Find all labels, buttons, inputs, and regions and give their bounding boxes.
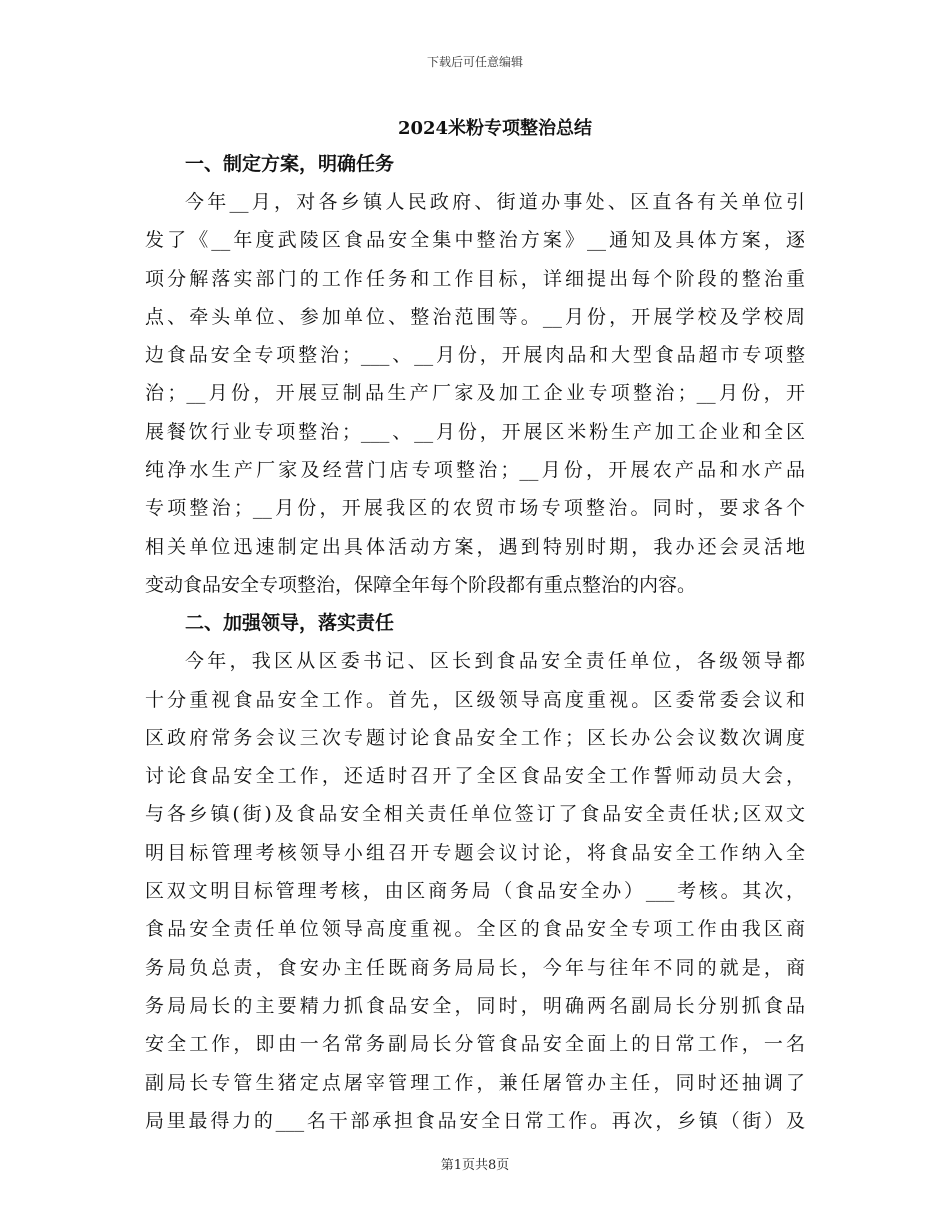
paragraph-line: 相关单位迅速制定出具体活动方案，遇到特别时期，我办还会灵活地 bbox=[145, 535, 805, 558]
paragraph-line: 安全工作，即由一名常务副局长分管食品安全面上的日常工作，一名 bbox=[145, 1033, 805, 1056]
paragraph-line: 副局长专管生猪定点屠宰管理工作，兼任屠管办主任，同时还抽调了 bbox=[145, 1071, 805, 1094]
paragraph-line: 点、牵头单位、参加单位、整治范围等。__月份，开展学校及学校周 bbox=[145, 305, 805, 328]
paragraph-line: 今年，我区从区委书记、区长到食品安全责任单位，各级领导都 bbox=[185, 650, 805, 673]
paragraph-line: 食品安全责任单位领导高度重视。全区的食品安全专项工作由我区商 bbox=[145, 918, 805, 941]
paragraph-line: 边食品安全专项整治；___、__月份，开展肉品和大型食品超市专项整 bbox=[145, 344, 805, 367]
paragraph-line: 区双文明目标管理考核，由区商务局（食品安全办）___考核。其次， bbox=[145, 880, 805, 903]
paragraph-line: 十分重视食品安全工作。首先，区级领导高度重视。区委常委会议和 bbox=[145, 688, 805, 711]
paragraph-line: 治；__月份，开展豆制品生产厂家及加工企业专项整治；__月份，开 bbox=[145, 382, 805, 405]
paragraph-line: 项分解落实部门的工作任务和工作目标，详细提出每个阶段的整治重 bbox=[145, 267, 805, 290]
paragraph-line: 明目标管理考核领导小组召开专题会议讨论，将食品安全工作纳入全 bbox=[145, 841, 805, 864]
paragraph-line: 务局局长的主要精力抓食品安全，同时，明确两名副局长分别抓食品 bbox=[145, 994, 805, 1017]
paragraph-line: 今年__月，对各乡镇人民政府、街道办事处、区直各有关单位引 bbox=[185, 191, 805, 213]
paragraph-line: 与各乡镇(街)及食品安全相关责任单位签订了食品安全责任状;区双文 bbox=[145, 803, 805, 826]
paragraph-line: 发了《__年度武陵区食品安全集中整治方案》__通知及具体方案，逐 bbox=[145, 229, 805, 252]
document-body bbox=[145, 145, 805, 1140]
paragraph-line: 局里最得力的___名干部承担食品安全日常工作。再次，乡镇（街）及 bbox=[145, 1109, 805, 1132]
section-2-paragraph bbox=[145, 642, 805, 1140]
paragraph-line: 变动食品安全专项整治，保障全年每个阶段都有重点整治的内容。 bbox=[145, 573, 697, 596]
paragraph-line: 务局负总责，食安办主任既商务局局长，今年与往年不同的就是，商 bbox=[145, 956, 805, 979]
paragraph-line: 专项整治；__月份，开展我区的农贸市场专项整治。同时，要求各个 bbox=[145, 497, 805, 520]
header-note: 下载后可任意编辑 bbox=[426, 55, 523, 69]
page-number: 第1页共8页 bbox=[440, 1158, 510, 1173]
section-heading-1: 一、制定方案，明确任务 bbox=[185, 153, 395, 175]
document-title: 2024米粉专项整治总结 bbox=[397, 118, 593, 139]
paragraph-line: 展餐饮行业专项整治；___、__月份，开展区米粉生产加工企业和全区 bbox=[145, 420, 805, 443]
section-heading-2: 二、加强领导，落实责任 bbox=[185, 612, 395, 635]
paragraph-line: 讨论食品安全工作，还适时召开了全区食品安全工作誓师动员大会， bbox=[145, 765, 805, 788]
paragraph-line: 区政府常务会议三次专题讨论食品安全工作；区长办公会议数次调度 bbox=[145, 726, 805, 749]
paragraph-line: 纯净水生产厂家及经营门店专项整治；__月份，开展农产品和水产品 bbox=[145, 459, 805, 482]
section-1-paragraph bbox=[145, 183, 805, 604]
